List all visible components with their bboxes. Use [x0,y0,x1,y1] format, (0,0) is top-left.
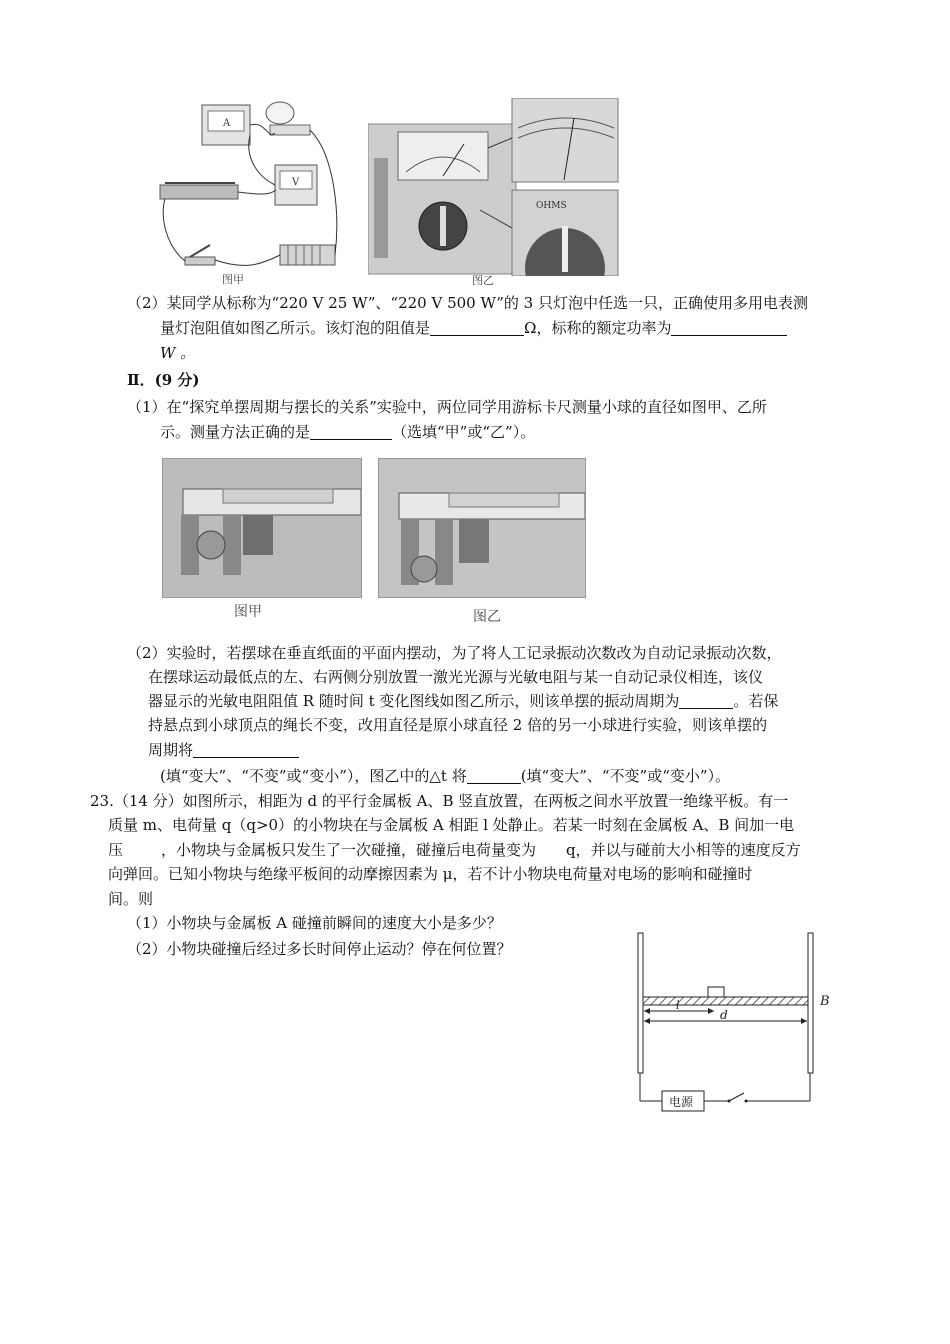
q23-line3-c: q，并以与碰前大小相等的速度反方 [566,841,801,859]
q23-line3-b: ，小物块与金属板只发生了一次碰撞，碰撞后电荷量变为 [161,841,537,859]
method-answer-blank[interactable] [310,423,392,440]
q1-2-line1: （2）某同学从标称为“220 V 25 W”、“220 V 500 W”的 3 只灯泡中任选一只，正确使用多用电表测 [127,294,808,312]
s2-q2-line1: （2）实验时，若摆球在垂直纸面的平面内摆动，为了将人工记录振动次数改为自动记录振动次数， [127,644,782,662]
voltmeter-label: V [292,177,300,188]
power-source-label: 电源 [669,1095,694,1109]
s2-q2-line3-b: 。若保 [733,692,779,710]
caliper-photo-right [378,458,586,598]
q23-line3-a: 压 [108,841,124,859]
circuit-drawing [150,95,360,285]
caliper-caption-right: 图乙 [473,609,501,625]
s2-q2-line4: 持悬点到小球顶点的绳长不变，改用直径是原小球直径 2 倍的另一小球进行实验，则该单摆的 [148,716,768,734]
q23-sub1: （1）小物块与金属板 A 碰撞前瞬间的速度大小是多少？ [127,914,502,932]
circuit-figure [150,95,360,285]
q1-2-line2-a: 量灯泡阻值如图乙所示。该灯泡的阻值是 [160,319,431,337]
s2-q1-line2-a: 示。测量方法正确的是 [160,423,311,441]
q23-line3 [108,838,801,862]
s2-q2-line3 [148,689,778,713]
q23-line1: 23.（14 分）如图所示，相距为 d 的平行金属板 A、B 竖直放置，在两板之间水平放置一绝缘平板。有一 [90,792,789,810]
label-b: B [820,994,830,1009]
caliper-caption-left: 图甲 [234,604,262,620]
figure-caption-left: 图甲 [222,273,244,286]
q23-line2: 质量 m、电荷量 q（q>0）的小物块在与金属板 A 相距 l 处静止。若某一时刻在金属板 A、B 间加一电 [108,816,795,834]
multimeter-figure [368,98,628,288]
figure-caption-right: 图乙 [472,274,494,287]
q1-2-line2 [160,316,787,340]
delta-t-blank[interactable] [467,767,521,784]
label-d: d [720,1008,728,1022]
ammeter-label: A [223,118,231,129]
s2-q2-line5 [148,738,299,762]
q1-2-line2-b: Ω，标称的额定功率为 [524,319,672,337]
s2-q2-line6-b: (填“变大”、“不变”或“变小”）。 [520,767,731,785]
label-l: l [676,999,680,1012]
resistance-answer-blank[interactable] [430,319,524,336]
plates-drawing [628,925,838,1115]
s2-q2-line5-text: 周期将 [148,741,194,759]
caliper-right-drawing [379,459,585,597]
caliper-left-drawing [163,459,361,597]
q23-line5: 间。则 [108,890,154,908]
q23-sub2: （2）小物块碰撞后经过多长时间停止运动？停在何位置？ [127,940,512,958]
section2-title: Ⅱ．(9 分) [127,371,200,389]
period-change-blank[interactable] [193,741,299,758]
s2-q2-line3-a: 器显示的光敏电阻阻值 R 随时间 t 变化图线如图乙所示，则该单摆的振动周期为 [148,692,680,710]
multimeter-drawing [368,98,628,276]
s2-q1-line2 [160,420,535,444]
s2-q1-line2-b: （选填“甲”或“乙”）。 [392,423,536,441]
caliper-photo-left [162,458,362,598]
ohms-label: OHMS [536,201,567,211]
s2-q2-line6 [160,764,730,788]
power-answer-blank[interactable] [671,319,787,336]
q23-line4: 向弹回。已知小物块与绝缘平板间的动摩擦因素为 μ，若不计小物块电荷量对电场的影响和碰撞时 [108,865,753,883]
s2-q2-line6-a: (填“变大”、“不变”或“变小”），图乙中的△t 将 [160,767,467,785]
q1-2-line3: W 。 [160,344,196,362]
s2-q2-line2: 在摆球运动最低点的左、右两侧分别放置一激光光源与光敏电阻与某一自动记录仪相连，该仪 [148,668,764,686]
period-answer-blank[interactable] [679,692,733,709]
parallel-plates-diagram [628,925,838,1115]
s2-q1-line1: （1）在“探究单摆周期与摆长的关系”实验中，两位同学用游标卡尺测量小球的直径如图甲、乙所 [127,398,767,416]
